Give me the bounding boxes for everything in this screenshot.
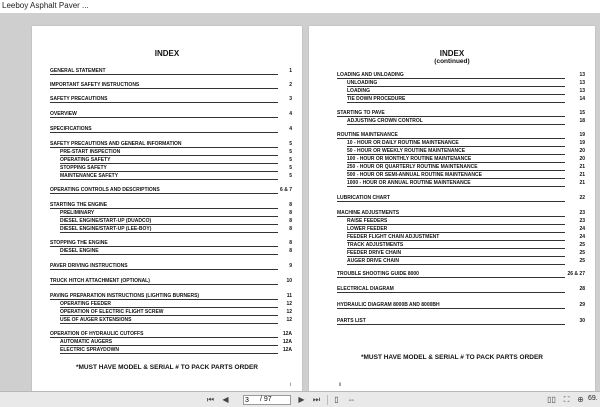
entry-label: ADJUSTING CROWN CONTROL [347, 118, 423, 124]
entry-label: LOADING AND UNLOADING [337, 72, 404, 78]
parts-order-note: *MUST HAVE MODEL & SERIAL # TO PACK PARTS ORDER [75, 364, 259, 371]
index-entry[interactable] [32, 293, 302, 301]
leader-line [60, 345, 278, 346]
entry-page-number: 5 [289, 165, 292, 171]
entry-page-number: 23 [579, 210, 585, 216]
index-entry[interactable] [309, 180, 595, 188]
page-view-icon[interactable]: ▯ [334, 395, 339, 404]
leader-line [347, 178, 565, 179]
entry-page-number: 24 [579, 234, 585, 240]
entry-page-number: 4 [289, 111, 292, 117]
index-entry[interactable] [32, 218, 302, 226]
page-number: ii [339, 382, 342, 388]
entry-page-number: 8 [289, 240, 292, 246]
entry-label: MACHINE ADJUSTMENTS [337, 210, 400, 216]
index-entry[interactable] [32, 240, 302, 248]
entry-label: OVERVIEW [50, 111, 77, 117]
index-entry[interactable] [309, 80, 595, 88]
index-entry[interactable] [309, 242, 595, 250]
previous-page-icon[interactable]: ◀ [222, 395, 229, 404]
index-entry[interactable] [32, 210, 302, 218]
entry-page-number: 21 [579, 172, 585, 178]
entry-page-number: 24 [579, 226, 585, 232]
entry-page-number: 8 [289, 202, 292, 208]
entry-label: MAINTENANCE SAFETY [60, 173, 119, 179]
leader-line [337, 277, 565, 278]
entry-label: OPERATION OF ELECTRIC FLIGHT SCREW [60, 309, 164, 315]
index-entry[interactable] [32, 331, 302, 339]
index-entry[interactable] [32, 149, 302, 157]
leader-line [337, 292, 565, 293]
entry-page-number: 19 [579, 132, 585, 138]
entry-page-number: 18 [579, 118, 585, 124]
viewer-toolbar [0, 391, 600, 407]
entry-label: STARTING THE ENGINE [50, 202, 108, 208]
index-entry[interactable] [309, 148, 595, 156]
entry-label: LOWER FEEDER [347, 226, 388, 232]
first-page-icon[interactable]: ⏮ [206, 395, 215, 404]
leader-line [60, 163, 278, 164]
index-entry[interactable] [32, 202, 302, 210]
leader-line [337, 116, 565, 117]
entry-page-number: 11 [286, 293, 292, 299]
entry-page-number: 13 [579, 72, 585, 78]
entry-page-number: 12 [286, 309, 292, 315]
index-entry[interactable] [32, 226, 302, 234]
entry-label: STOPPING THE ENGINE [50, 240, 108, 246]
leader-line [347, 162, 565, 163]
entry-page-number: 26 & 27 [567, 271, 585, 277]
entry-page-number: 12A [282, 331, 292, 337]
entry-label: SAFETY PRECAUTIONS AND GENERAL INFORMATION [50, 141, 182, 147]
entry-label: PAVING PREPARATION INSTRUCTIONS (LIGHTING BURNERS) [50, 293, 200, 299]
index-entry[interactable] [32, 339, 302, 347]
index-entries [32, 26, 302, 391]
entry-page-number: 19 [579, 140, 585, 146]
index-entry[interactable] [32, 157, 302, 165]
index-entry[interactable] [32, 82, 302, 90]
leader-line [60, 353, 278, 354]
index-subtitle: (continued) [434, 58, 470, 65]
index-entry[interactable] [309, 258, 595, 266]
index-entry[interactable] [309, 88, 595, 96]
entry-label: OPERATING SAFETY [60, 157, 111, 163]
leader-line [337, 216, 565, 217]
entry-label: 10 - HOUR OR DAILY ROUTINE MAINTENANCE [347, 140, 459, 146]
entry-page-number: 25 [579, 258, 585, 264]
leader-line [347, 224, 565, 225]
entry-page-number: 1 [289, 68, 292, 74]
title-bar [0, 0, 600, 13]
entry-label: STOPPING SAFETY [60, 165, 107, 171]
entry-page-number: 15 [579, 110, 585, 116]
index-entries [309, 26, 595, 391]
leader-line [337, 78, 565, 79]
leader-line [50, 74, 278, 75]
index-entry[interactable] [309, 318, 595, 326]
window-title: Leeboy Asphalt Paver ... [2, 1, 89, 10]
leader-line [347, 264, 565, 265]
entry-label: TRUCK HITCH ATTACHMENT (OPTIONAL) [50, 278, 150, 284]
entry-label: USE OF AUGER EXTENSIONS [60, 317, 132, 323]
entry-page-number: 8 [289, 226, 292, 232]
index-entry[interactable] [309, 132, 595, 140]
pdf-page-left [32, 26, 302, 391]
leader-line [347, 232, 565, 233]
leader-line [50, 269, 278, 270]
entry-page-number: 8 [289, 210, 292, 216]
index-entry[interactable] [32, 68, 302, 76]
entry-label: STARTING TO PAVE [337, 110, 385, 116]
index-entry[interactable] [309, 156, 595, 164]
entry-label: SAFETY PRECAUTIONS [50, 96, 108, 102]
entry-label: GENERAL STATEMENT [50, 68, 106, 74]
index-entry[interactable] [32, 165, 302, 173]
entry-label: TRACK ADJUSTMENTS [347, 242, 404, 248]
index-entry[interactable] [309, 164, 595, 172]
entry-label: DIESEL ENGINE/START-UP (LEE-BOY) [60, 226, 152, 232]
entry-label: OPERATING CONTROLS AND DESCRIPTIONS [50, 187, 160, 193]
entry-page-number: 25 [579, 242, 585, 248]
entry-label: ROUTINE MAINTENANCE [337, 132, 398, 138]
index-entry[interactable] [32, 347, 302, 355]
entry-label: AUTOMATIC AUGERS [60, 339, 113, 345]
entry-page-number: 20 [579, 148, 585, 154]
index-entry[interactable] [309, 302, 595, 310]
index-entry[interactable] [32, 96, 302, 104]
total-pages: / 97 [260, 396, 272, 403]
zoom-level: 69. [588, 395, 598, 402]
leader-line [60, 232, 278, 233]
entry-page-number: 5 [289, 173, 292, 179]
entry-page-number: 21 [579, 164, 585, 170]
leader-line [337, 324, 565, 325]
entry-label: TROUBLE SHOOTING GUIDE 8000 [337, 271, 419, 277]
entry-label: DIESEL ENGINE/START-UP (DUADCO) [60, 218, 152, 224]
leader-line [50, 147, 278, 148]
leader-line [50, 284, 278, 285]
index-entry[interactable] [309, 250, 595, 258]
entry-label: UNLOADING [347, 80, 378, 86]
leader-line [337, 201, 565, 202]
two-page-icon[interactable]: ▯▯ [547, 395, 556, 404]
entry-label: 50 - HOUR OR WEEKLY ROUTINE MAINTENANCE [347, 148, 466, 154]
leader-line [337, 308, 565, 309]
leader-line [60, 323, 278, 324]
entry-label: RAISE FEEDERS [347, 218, 388, 224]
entry-label: TIE DOWN PROCEDURE [347, 96, 406, 102]
current-page-input[interactable] [245, 396, 259, 404]
entry-label: PRELIMINARY [60, 210, 95, 216]
entry-label: ELECTRIC SPRAYDOWN [60, 347, 119, 353]
entry-page-number: 12 [286, 301, 292, 307]
pdf-page-right [309, 26, 595, 391]
entry-label: IMPORTANT SAFETY INSTRUCTIONS [50, 82, 140, 88]
entry-label: 500 - HOUR OR SEMI-ANNUAL ROUTINE MAINTENANCE [347, 172, 482, 178]
entry-page-number: 14 [579, 96, 585, 102]
entry-label: 1000 - HOUR OR ANNUAL ROUTINE MAINTENANCE [347, 180, 471, 186]
leader-line [60, 155, 278, 156]
leader-line [50, 299, 278, 300]
index-entry[interactable] [309, 218, 595, 226]
zoom-icon[interactable]: ⊕ [577, 395, 584, 404]
index-entry[interactable] [32, 309, 302, 317]
entry-label: ELECTRICAL DIAGRAM [337, 286, 394, 292]
entry-label: FEEDER DRIVE CHAIN [347, 250, 402, 256]
parts-order-note: *MUST HAVE MODEL & SERIAL # TO PACK PARTS ORDER [360, 354, 544, 361]
entry-label: HYDRAULIC DIAGRAM 8000B AND 8000BH [337, 302, 440, 308]
leader-line [60, 179, 278, 180]
toolbar-divider [327, 395, 328, 405]
entry-page-number: 25 [579, 250, 585, 256]
entry-label: AUGER DRIVE CHAIN [347, 258, 399, 264]
index-entry[interactable] [309, 172, 595, 180]
leader-line [347, 94, 565, 95]
leader-line [60, 315, 278, 316]
index-entry[interactable] [309, 271, 595, 279]
leader-line [50, 193, 278, 194]
leader-line [50, 337, 278, 338]
leader-line [347, 256, 565, 257]
leader-line [50, 132, 278, 133]
entry-label: 250 - HOUR OR QUARTERLY ROUTINE MAINTENANCE [347, 164, 478, 170]
index-title: INDEX [154, 49, 180, 58]
index-entry[interactable] [309, 195, 595, 203]
index-title: INDEX [439, 49, 465, 58]
leader-line [50, 117, 278, 118]
index-entry[interactable] [32, 301, 302, 309]
entry-page-number: 22 [579, 195, 585, 201]
leader-line [347, 154, 565, 155]
index-entry[interactable] [309, 72, 595, 80]
index-entry[interactable] [32, 111, 302, 119]
index-entry[interactable] [32, 263, 302, 271]
leader-line [347, 186, 565, 187]
entry-page-number: 5 [289, 141, 292, 147]
entry-label: OPERATING FEEDER [60, 301, 112, 307]
leader-line [347, 248, 565, 249]
leader-line [50, 102, 278, 103]
leader-line [347, 146, 565, 147]
leader-line [60, 216, 278, 217]
entry-page-number: 21 [579, 180, 585, 186]
entry-label: LUBRICATION CHART [337, 195, 390, 201]
entry-page-number: 29 [579, 302, 585, 308]
index-entry[interactable] [309, 140, 595, 148]
index-entry[interactable] [309, 286, 595, 294]
index-entry[interactable] [32, 317, 302, 325]
index-entry[interactable] [309, 118, 595, 126]
entry-page-number: 5 [289, 149, 292, 155]
entry-page-number: 9 [289, 263, 292, 269]
leader-line [347, 86, 565, 87]
fullscreen-icon[interactable]: ⛶ [563, 395, 570, 404]
leader-line [347, 102, 565, 103]
entry-label: PRE-START INSPECTION [60, 149, 121, 155]
entry-page-number: 8 [289, 218, 292, 224]
fit-width-icon[interactable]: ⇔ [347, 395, 356, 404]
index-entry[interactable] [309, 96, 595, 104]
entry-page-number: 8 [289, 248, 292, 254]
entry-page-number: 20 [579, 156, 585, 162]
index-entry[interactable] [309, 226, 595, 234]
leader-line [50, 208, 278, 209]
next-page-icon[interactable]: ▶ [298, 395, 305, 404]
index-entry[interactable] [32, 248, 302, 256]
entry-label: 100 - HOUR OR MONTHLY ROUTINE MAINTENANCE [347, 156, 472, 162]
leader-line [60, 307, 278, 308]
leader-line [347, 170, 565, 171]
entry-label: FEEDER FLIGHT CHAIN ADJUSTMENT [347, 234, 440, 240]
entry-page-number: 4 [289, 126, 292, 132]
index-entry[interactable] [309, 234, 595, 242]
entry-label: LOADING [347, 88, 371, 94]
leader-line [60, 254, 278, 255]
entry-label: PARTS LIST [337, 318, 366, 324]
last-page-icon[interactable]: ⏭ [312, 395, 321, 404]
index-entry[interactable] [32, 173, 302, 181]
index-entry[interactable] [32, 278, 302, 286]
entry-page-number: 12A [282, 339, 292, 345]
index-entry[interactable] [309, 210, 595, 218]
entry-label: SPECIFICATIONS [50, 126, 92, 132]
document-viewer[interactable] [0, 13, 600, 391]
leader-line [347, 124, 565, 125]
entry-page-number: 10 [286, 278, 292, 284]
leader-line [60, 171, 278, 172]
entry-page-number: 28 [579, 286, 585, 292]
entry-page-number: 13 [579, 80, 585, 86]
page-number: i [290, 382, 292, 388]
page-selector[interactable] [243, 395, 291, 405]
entry-page-number: 3 [289, 96, 292, 102]
index-entry[interactable] [32, 141, 302, 149]
entry-page-number: 6 & 7 [280, 187, 292, 193]
index-entry[interactable] [32, 126, 302, 134]
entry-page-number: 2 [289, 82, 292, 88]
entry-label: PAVER DRIVING INSTRUCTIONS [50, 263, 128, 269]
entry-page-number: 5 [289, 157, 292, 163]
entry-page-number: 12A [282, 347, 292, 353]
leader-line [60, 224, 278, 225]
entry-page-number: 23 [579, 218, 585, 224]
leader-line [347, 240, 565, 241]
leader-line [337, 138, 565, 139]
entry-page-number: 13 [579, 88, 585, 94]
index-entry[interactable] [32, 187, 302, 195]
leader-line [50, 88, 278, 89]
entry-label: OPERATION OF HYDRAULIC CUTOFFS [50, 331, 144, 337]
entry-label: DIESEL ENGINE [60, 248, 99, 254]
entry-page-number: 12 [286, 317, 292, 323]
index-entry[interactable] [309, 110, 595, 118]
entry-page-number: 30 [579, 318, 585, 324]
leader-line [50, 246, 278, 247]
